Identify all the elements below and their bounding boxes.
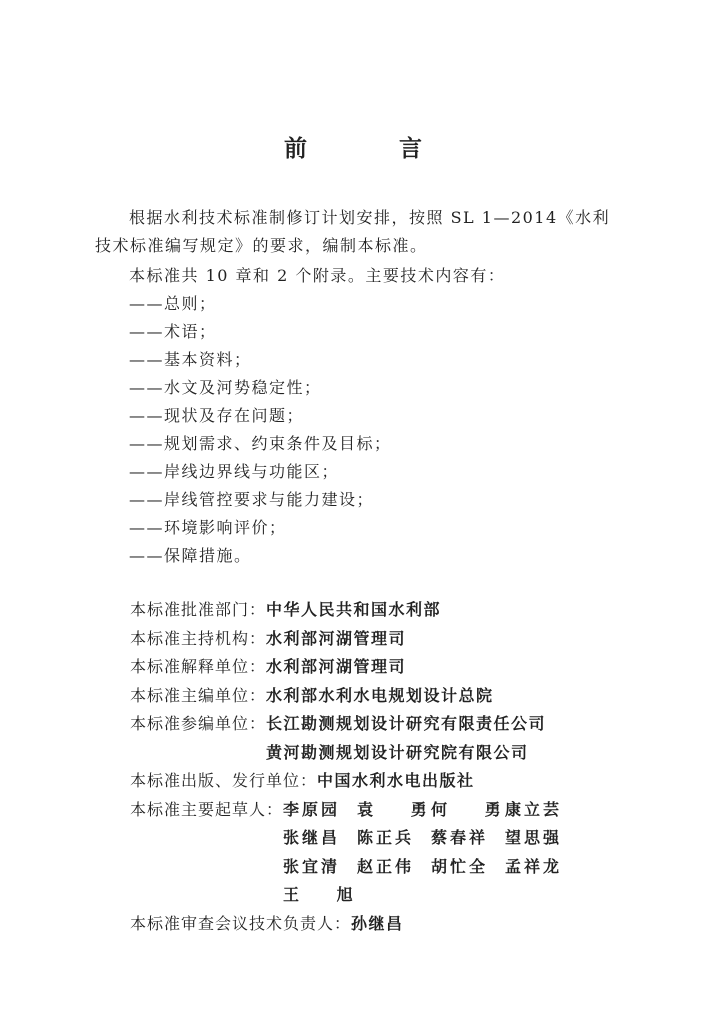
interpret-row	[130, 653, 650, 682]
list-item: ——总则；	[129, 294, 217, 313]
intro-section	[95, 204, 615, 260]
list-item: ——现状及存在问题；	[129, 406, 305, 425]
approval-row	[130, 596, 650, 625]
drafter-name: 袁 勇	[357, 799, 443, 819]
drafter-name: 赵正伟	[357, 856, 415, 876]
intro-paragraph: 根据水利技术标准制修订计划安排，按照 SL 1—2014《水利技术标准编写规定》的要求，编制本标准。	[95, 208, 611, 255]
participant-list	[266, 710, 546, 767]
content-list	[95, 290, 615, 570]
approval-value: 中华人民共和国水利部	[266, 600, 442, 619]
drafter-name: 陈正兵	[357, 828, 415, 847]
editor-row	[130, 682, 650, 711]
review-value: 孙继昌	[351, 913, 404, 933]
interpret-value: 水利部河湖管理司	[266, 657, 407, 676]
scope-section	[95, 262, 615, 570]
publisher-row	[130, 767, 650, 796]
list-item: ——环境影响评价；	[129, 518, 287, 537]
drafter-name: 何 勇	[431, 799, 517, 819]
editor-value: 水利部水利水电规划设计总院	[266, 685, 494, 705]
scope-heading: 本标准共 10 章和 2 个附录。主要技术内容有：	[129, 266, 506, 285]
drafter-name: 孟祥龙	[505, 856, 563, 876]
list-item: ——水文及河势稳定性；	[129, 378, 322, 397]
page-title: 前 言	[283, 136, 464, 162]
drafters-grid	[283, 796, 579, 910]
participant-label: 本标准参编单位：	[130, 714, 267, 733]
drafter-name: 康立芸	[505, 799, 563, 819]
drafter-row	[283, 824, 579, 853]
publisher-value: 中国水利水电出版社	[317, 771, 475, 790]
drafter-row	[283, 881, 579, 910]
drafter-name: 张继昌	[283, 828, 341, 847]
drafter-name: 李原园	[283, 799, 341, 819]
list-item: ——保障措施。	[129, 546, 252, 565]
drafter-name: 蔡春祥	[431, 828, 489, 847]
list-item: ——基本资料；	[129, 350, 252, 369]
editor-label: 本标准主编单位：	[130, 685, 267, 705]
drafter-row	[283, 853, 579, 882]
participant-item: 长江勘测规划设计研究有限责任公司	[266, 714, 547, 733]
host-value: 水利部河湖管理司	[266, 628, 407, 648]
drafter-name: 望思强	[505, 828, 563, 847]
participant-row	[130, 710, 650, 767]
drafters-row	[130, 796, 650, 910]
list-item: ——术语；	[129, 322, 217, 341]
host-row	[130, 625, 650, 654]
publisher-label: 本标准出版、发行单位：	[130, 771, 318, 790]
approval-label: 本标准批准部门：	[130, 600, 267, 619]
drafter-name: 王 旭	[283, 885, 369, 904]
host-label: 本标准主持机构：	[130, 628, 267, 648]
drafter-name: 胡忙全	[431, 856, 489, 876]
drafter-name: 张宜清	[283, 856, 341, 876]
list-item: ——规划需求、约束条件及目标；	[129, 434, 392, 453]
participant-item: 黄河勘测规划设计研究院有限公司	[266, 742, 529, 762]
list-item: ——岸线边界线与功能区；	[129, 462, 340, 481]
list-item: ——岸线管控要求与能力建设；	[129, 490, 375, 509]
interpret-label: 本标准解释单位：	[130, 657, 267, 676]
drafter-row	[283, 796, 579, 825]
drafters-label: 本标准主要起草人：	[130, 799, 284, 819]
info-section	[130, 596, 650, 938]
review-label: 本标准审查会议技术负责人：	[130, 913, 352, 933]
review-row	[130, 910, 650, 939]
